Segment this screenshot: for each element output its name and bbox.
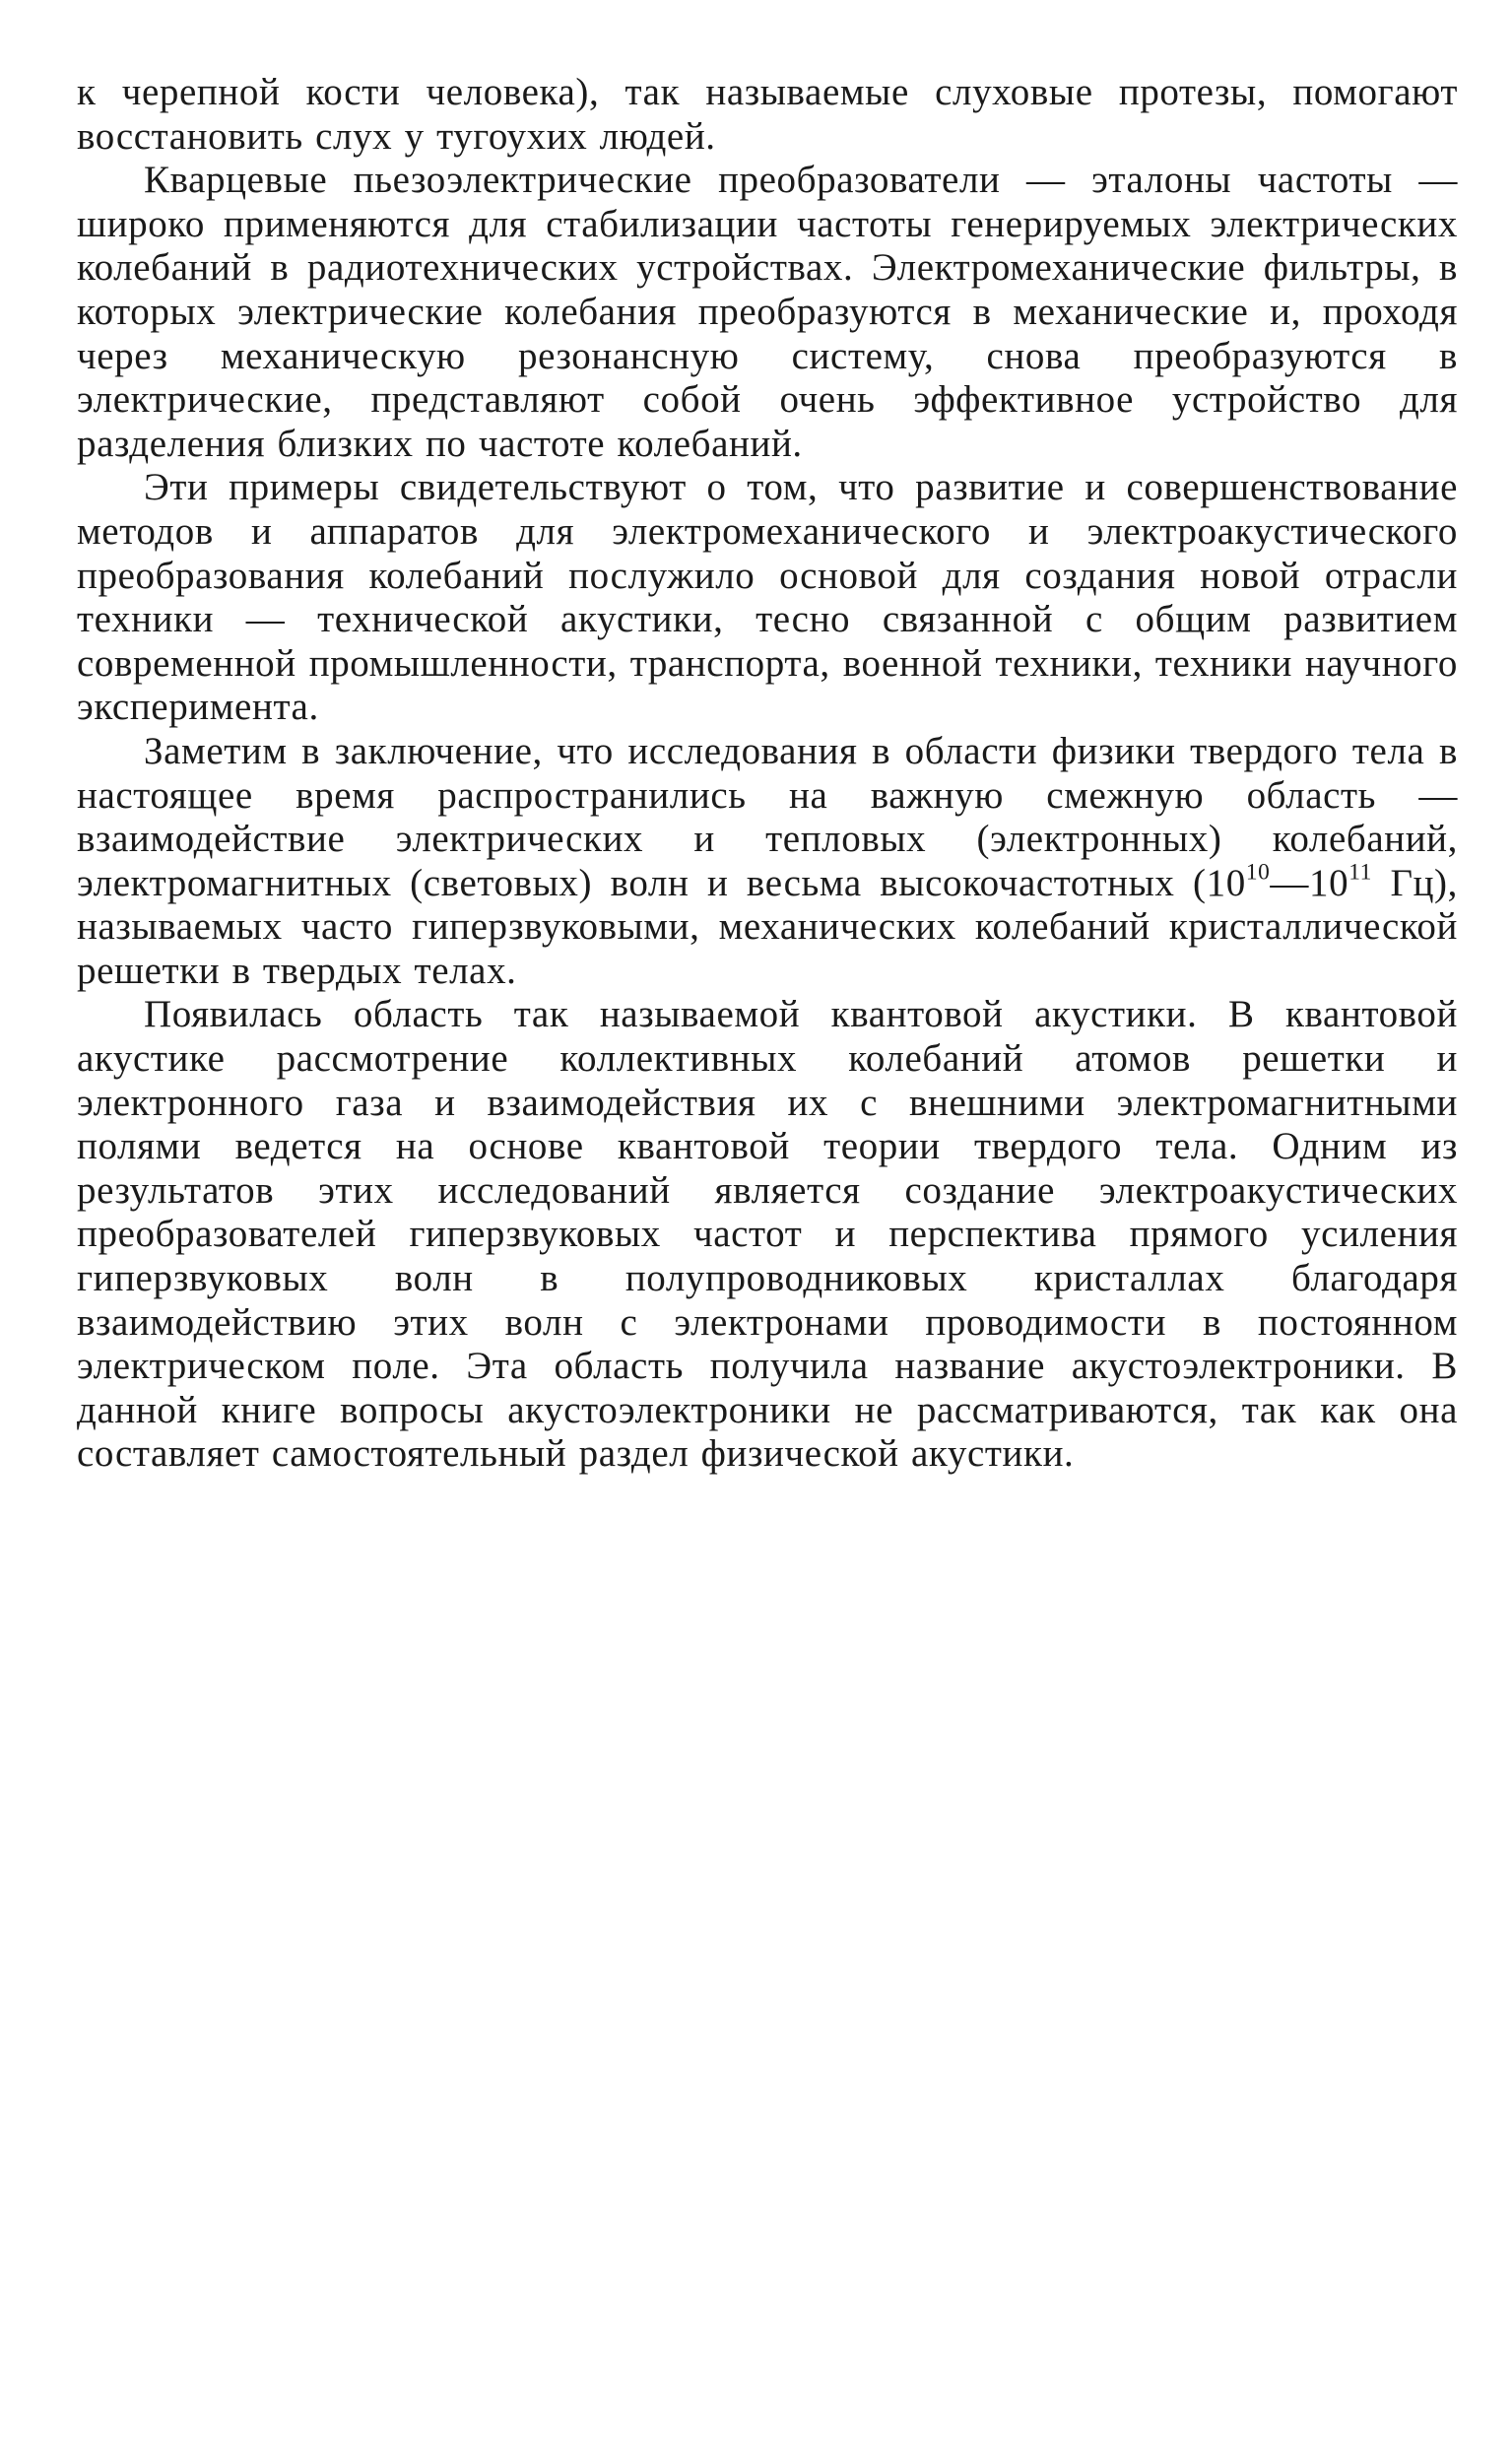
frequency-low-exponent: 10 xyxy=(1245,859,1271,886)
paragraph-4-text-after: Гц), называемых часто гиперзвуковыми, механических колебаний кристаллической решетки в твердых телах. xyxy=(77,861,1458,992)
paragraph-5: Появилась область так называемой квантовой акустики. В квантовой акустике рассмотрение коллективных колебаний атомов решетки и электронного газа и взаимодействия их с внешними электромагнитными полями ведется на основе квантовой теории твердого тела. Одним из результатов этих исследований является создание электроакустических преобразователей гиперзвуковых частот и перспектива прямого усиления гиперзвуковых волн в полупроводниковых кристаллах благодаря взаимодействию этих волн с электронами проводимости в постоянном электрическом поле. Эта область получила название акустоэлектроники. В данной книге вопросы акустоэлектроники не рассматриваются, так как она составляет самостоятельный раздел физической акустики. xyxy=(77,993,1458,1476)
page-text xyxy=(77,71,1458,1477)
frequency-range-dash: — xyxy=(1270,861,1310,904)
frequency-low-base: 10 xyxy=(1206,861,1246,904)
paragraph-4 xyxy=(77,730,1458,994)
frequency-high-base: 10 xyxy=(1309,861,1349,904)
paragraph-3: Эти примеры свидетельствуют о том, что развитие и совершенствование методов и аппаратов для электромеханического и электроакустического преобразования колебаний послужило основой для создания новой отрасли техники — технической акустики, тесно связанной с общим развитием современной промышленности, транспорта, военной техники, техники научного эксперимента. xyxy=(77,466,1458,729)
paragraph-4-text-before: Заметим в заключение, что исследования в области физики твердого тела в настоящее время распространились на важную смежную область — взаимодействие электрических и тепловых (электронных) колебаний, электромагнитных (световых) волн и весьма высокочастотных ( xyxy=(77,729,1458,904)
paragraph-2: Кварцевые пьезоэлектрические преобразователи — эталоны частоты — широко применяются для стабилизации частоты генерируемых электрических колебаний в радиотехнических устройствах. Электромеханические фильтры, в которых электрические колебания преобразуются в механические и, проходя через механическую резонансную систему, снова преобразуются в электрические, представляют собой очень эффективное устройство для разделения близких по частоте колебаний. xyxy=(77,159,1458,465)
frequency-high-exponent: 11 xyxy=(1348,859,1372,886)
paragraph-1: к черепной кости человека), так называемые слуховые протезы, помогают восстановить слух у тугоухих людей. xyxy=(77,71,1458,158)
